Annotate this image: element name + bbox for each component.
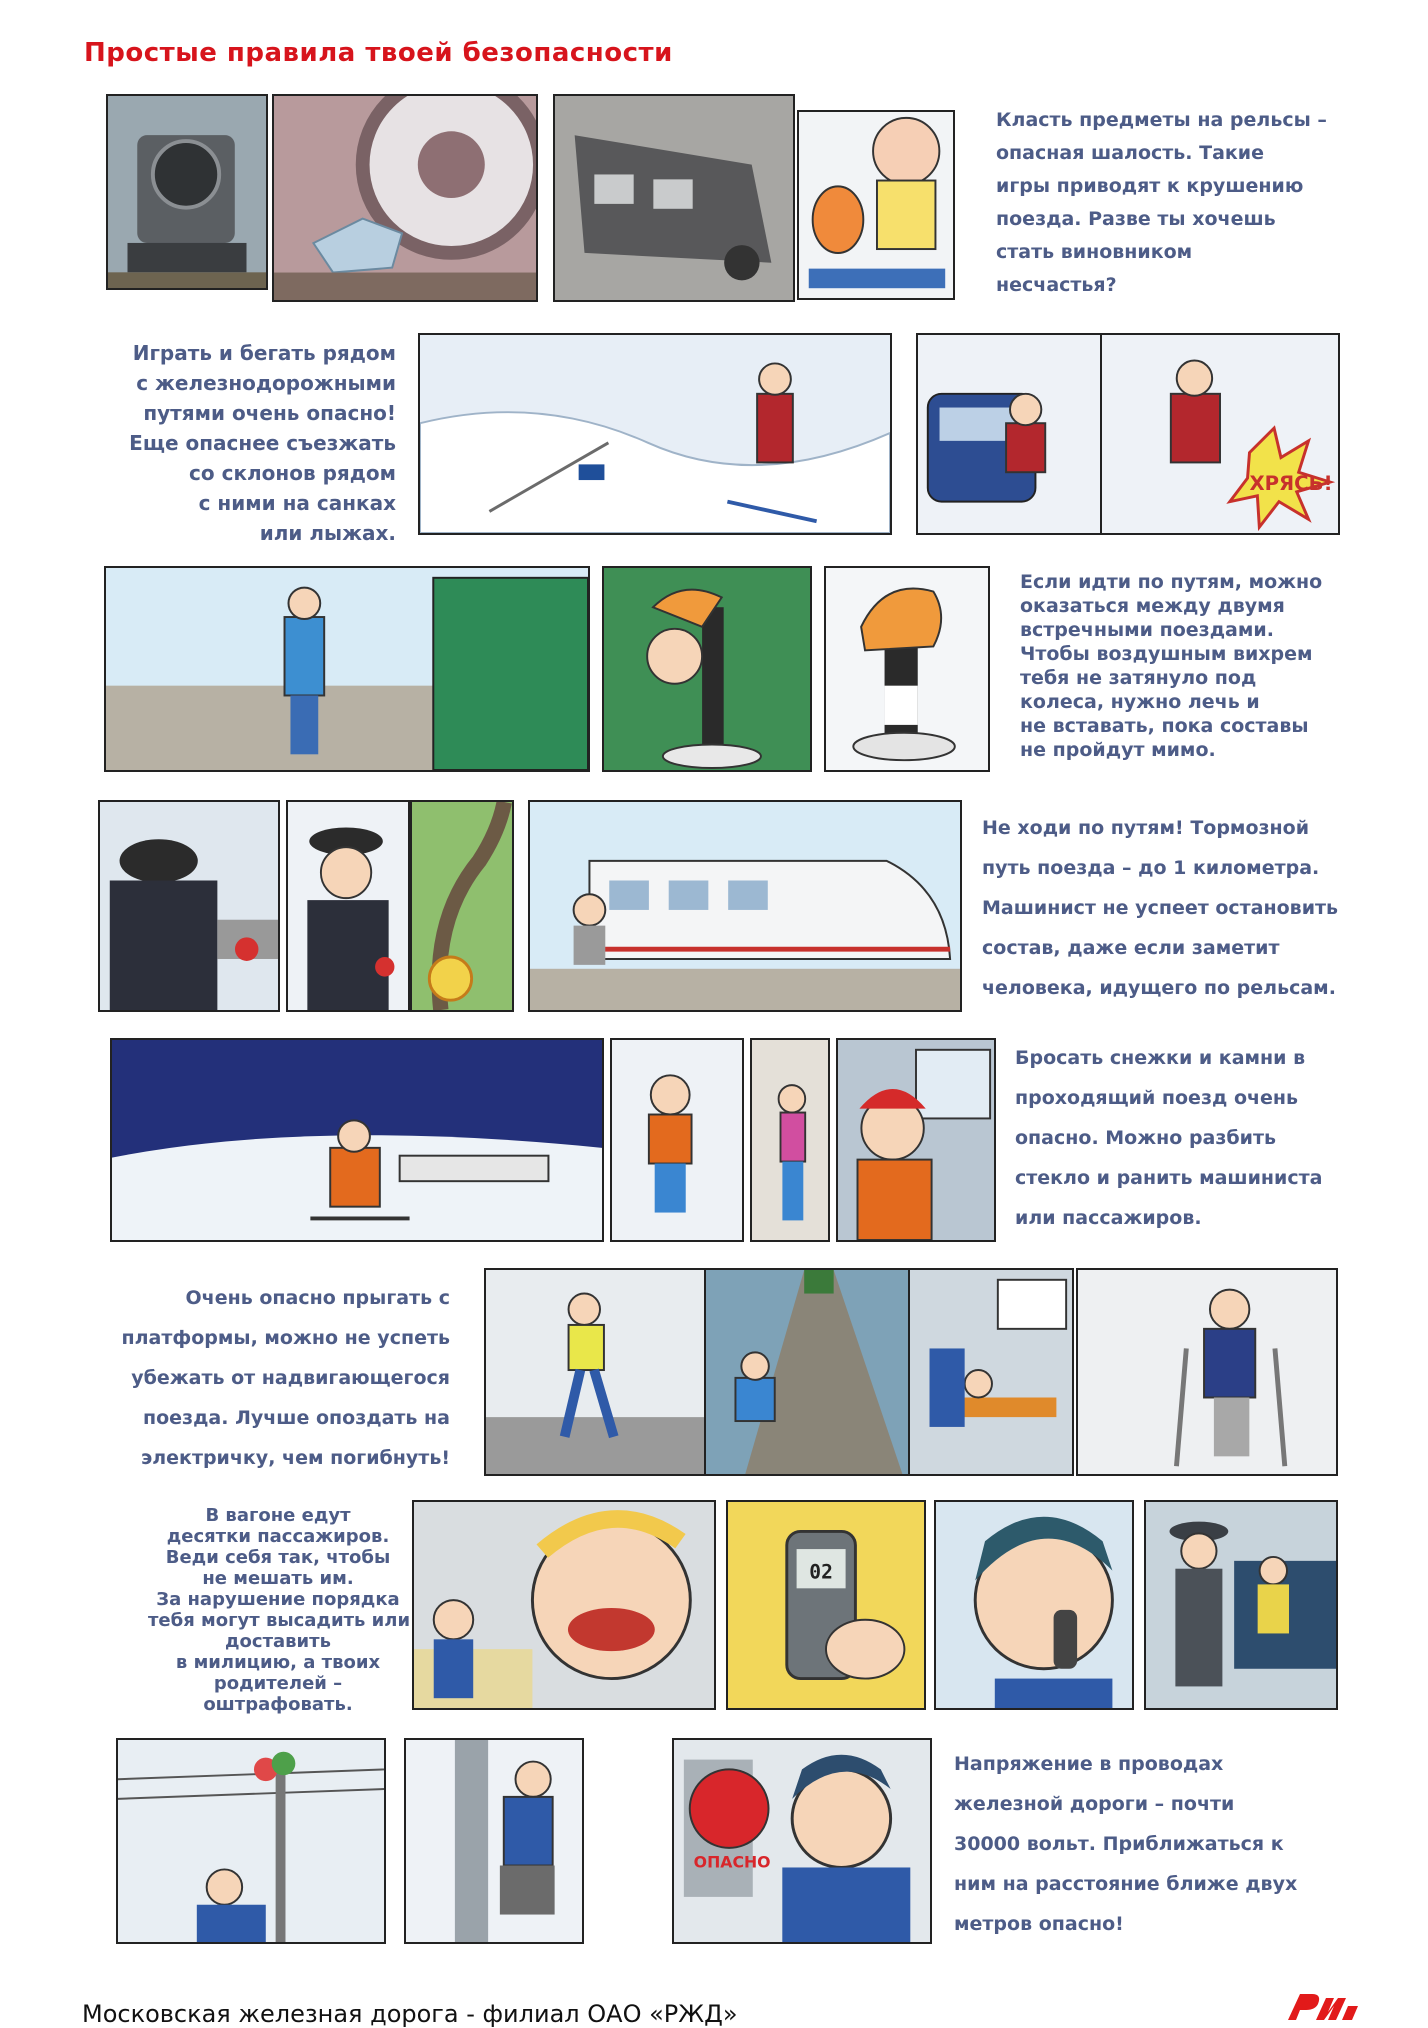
comic-panel-walking-on-tracks <box>104 566 590 772</box>
caption-line: Бросать снежки и камни в <box>1015 1047 1306 1069</box>
caption-high-voltage <box>954 1744 1297 1944</box>
page-title: Простые правила твоей безопасности <box>84 38 673 68</box>
caption-line: Если идти по путям, можно <box>1020 571 1323 593</box>
caption-line: Веди себя так, чтобы <box>165 1547 391 1568</box>
comic-panel-tracks-train <box>704 1268 926 1476</box>
comic-panel-derailment <box>553 94 795 302</box>
comic-panel-train-curve <box>410 800 514 1012</box>
caption-line: путь поезда – до 1 километра. <box>982 857 1320 879</box>
caption-line: игры приводят к крушению <box>996 175 1304 197</box>
caption-line: В вагоне едут <box>205 1505 351 1526</box>
comic-panel-ambulance <box>908 1268 1074 1476</box>
caption-line: Напряжение в проводах <box>954 1753 1224 1775</box>
caption-line: или пассажиров. <box>1015 1207 1202 1229</box>
comic-panel-jumping-boy <box>484 1268 716 1476</box>
caption-line: железной дороги – почти <box>954 1793 1235 1815</box>
caption-line: с железнодорожными <box>136 371 396 395</box>
caption-line: стекло и ранить машиниста <box>1015 1167 1323 1189</box>
caption-line: доставить <box>225 1631 331 1652</box>
caption-line: 30000 вольт. Приближаться к <box>954 1833 1284 1855</box>
caption-line: метров опасно! <box>954 1913 1124 1935</box>
caption-line: десятки пассажиров. <box>166 1526 390 1547</box>
caption-line: проходящий поезд очень <box>1015 1087 1299 1109</box>
caption-line: несчастья? <box>996 274 1117 296</box>
comic-panel-climbing-pole <box>404 1738 584 1944</box>
comic-panel-phone-call <box>726 1500 926 1710</box>
caption-line: не пройдут мимо. <box>1020 739 1216 761</box>
caption-line: оштрафовать. <box>203 1694 353 1715</box>
comic-panel-boy-with-cat <box>797 110 955 300</box>
comic-panel-driver <box>286 800 410 1012</box>
comic-panel-crash <box>1100 333 1340 535</box>
footer-publisher: Московская железная дорога - филиал ОАО «РЖД» <box>82 2000 738 2028</box>
caption-line: в милицию, а твоих <box>175 1652 381 1673</box>
caption-line: стать виновником <box>996 241 1193 263</box>
comic-panel-ski-slope <box>418 333 892 535</box>
danger-sign-text: ОПАСНО <box>693 1852 771 1872</box>
caption-line: опасная шалость. Такие <box>996 142 1264 164</box>
caption-line: путями очень опасно! <box>143 401 396 425</box>
caption-line: состав, даже если заметит <box>982 937 1280 959</box>
caption-line: убежать от надвигающегося <box>131 1367 450 1389</box>
comic-panel-driver-view <box>98 800 280 1012</box>
caption-line: ним на расстояние ближе двух <box>954 1873 1298 1895</box>
comic-panel-sledding-night <box>110 1038 604 1242</box>
caption-line: Класть предметы на рельсы – <box>996 109 1327 131</box>
caption-line: или лыжах. <box>259 521 396 545</box>
caption-line: Не ходи по путям! Тормозной <box>982 817 1310 839</box>
comic-panel-boy-throwing <box>610 1038 744 1242</box>
caption-jumping-platform <box>100 1278 450 1478</box>
comic-panel-policeman <box>1144 1500 1338 1710</box>
comic-panel-boy-grimace <box>412 1500 716 1710</box>
comic-panel-balloon-wires <box>116 1738 386 1944</box>
caption-line: встречными поездами. <box>1020 619 1274 641</box>
caption-throwing-snowballs <box>1015 1038 1322 1238</box>
phone-display-text: 02 <box>809 1560 833 1584</box>
caption-line: опасно. Можно разбить <box>1015 1127 1277 1149</box>
caption-line: не мешать им. <box>202 1568 354 1589</box>
comic-panel-crutches <box>1076 1268 1338 1476</box>
caption-objects-on-rails <box>996 104 1327 302</box>
caption-line: человека, идущего по рельсам. <box>982 977 1336 999</box>
caption-line: родителей – <box>213 1673 343 1694</box>
comic-panel-locomotive <box>106 94 268 290</box>
caption-line: За нарушение порядка <box>156 1589 400 1610</box>
caption-line: тебя могут высадить или <box>148 1610 411 1631</box>
caption-line: Еще опаснее съезжать <box>129 431 396 455</box>
caption-braking-distance <box>982 808 1338 1008</box>
rzd-logo <box>1282 1990 1360 2024</box>
comic-panel-wheel-stone <box>272 94 538 302</box>
caption-line: не вставать, пока составы <box>1020 715 1309 737</box>
caption-line: Играть и бегать рядом <box>132 341 396 365</box>
caption-line: оказаться между двумя <box>1020 595 1285 617</box>
caption-behaviour-in-car <box>148 1505 411 1715</box>
comic-panel-boy-window <box>836 1038 996 1242</box>
caption-between-trains <box>1020 570 1322 762</box>
comic-panel-danger-sign <box>672 1738 932 1944</box>
caption-line: со склонов рядом <box>189 461 396 485</box>
caption-line: Машинист не успеет остановить <box>982 897 1339 919</box>
caption-playing-near-tracks <box>100 338 396 548</box>
caption-line: колеса, нужно лечь и <box>1020 691 1260 713</box>
comic-panel-train-and-boy <box>528 800 962 1012</box>
caption-line: поезда. Разве ты хочешь <box>996 208 1276 230</box>
crash-sound-text: ХРЯСЬ! <box>1249 471 1333 495</box>
comic-panel-listening <box>934 1500 1134 1710</box>
caption-line: с ними на санках <box>198 491 396 515</box>
caption-line: Очень опасно прыгать с <box>185 1287 450 1309</box>
caption-line: Чтобы воздушным вихрем <box>1020 643 1313 665</box>
comic-panel-girl-platform <box>750 1038 830 1242</box>
comic-panel-train-skier <box>916 333 1104 535</box>
caption-line: тебя не затянуло под <box>1020 667 1257 689</box>
caption-line: поезда. Лучше опоздать на <box>142 1407 450 1429</box>
comic-panel-hugging-post <box>602 566 812 772</box>
comic-panel-cap-on-post <box>824 566 990 772</box>
caption-line: платформы, можно не успеть <box>121 1327 450 1349</box>
caption-line: электричку, чем погибнуть! <box>140 1447 450 1469</box>
